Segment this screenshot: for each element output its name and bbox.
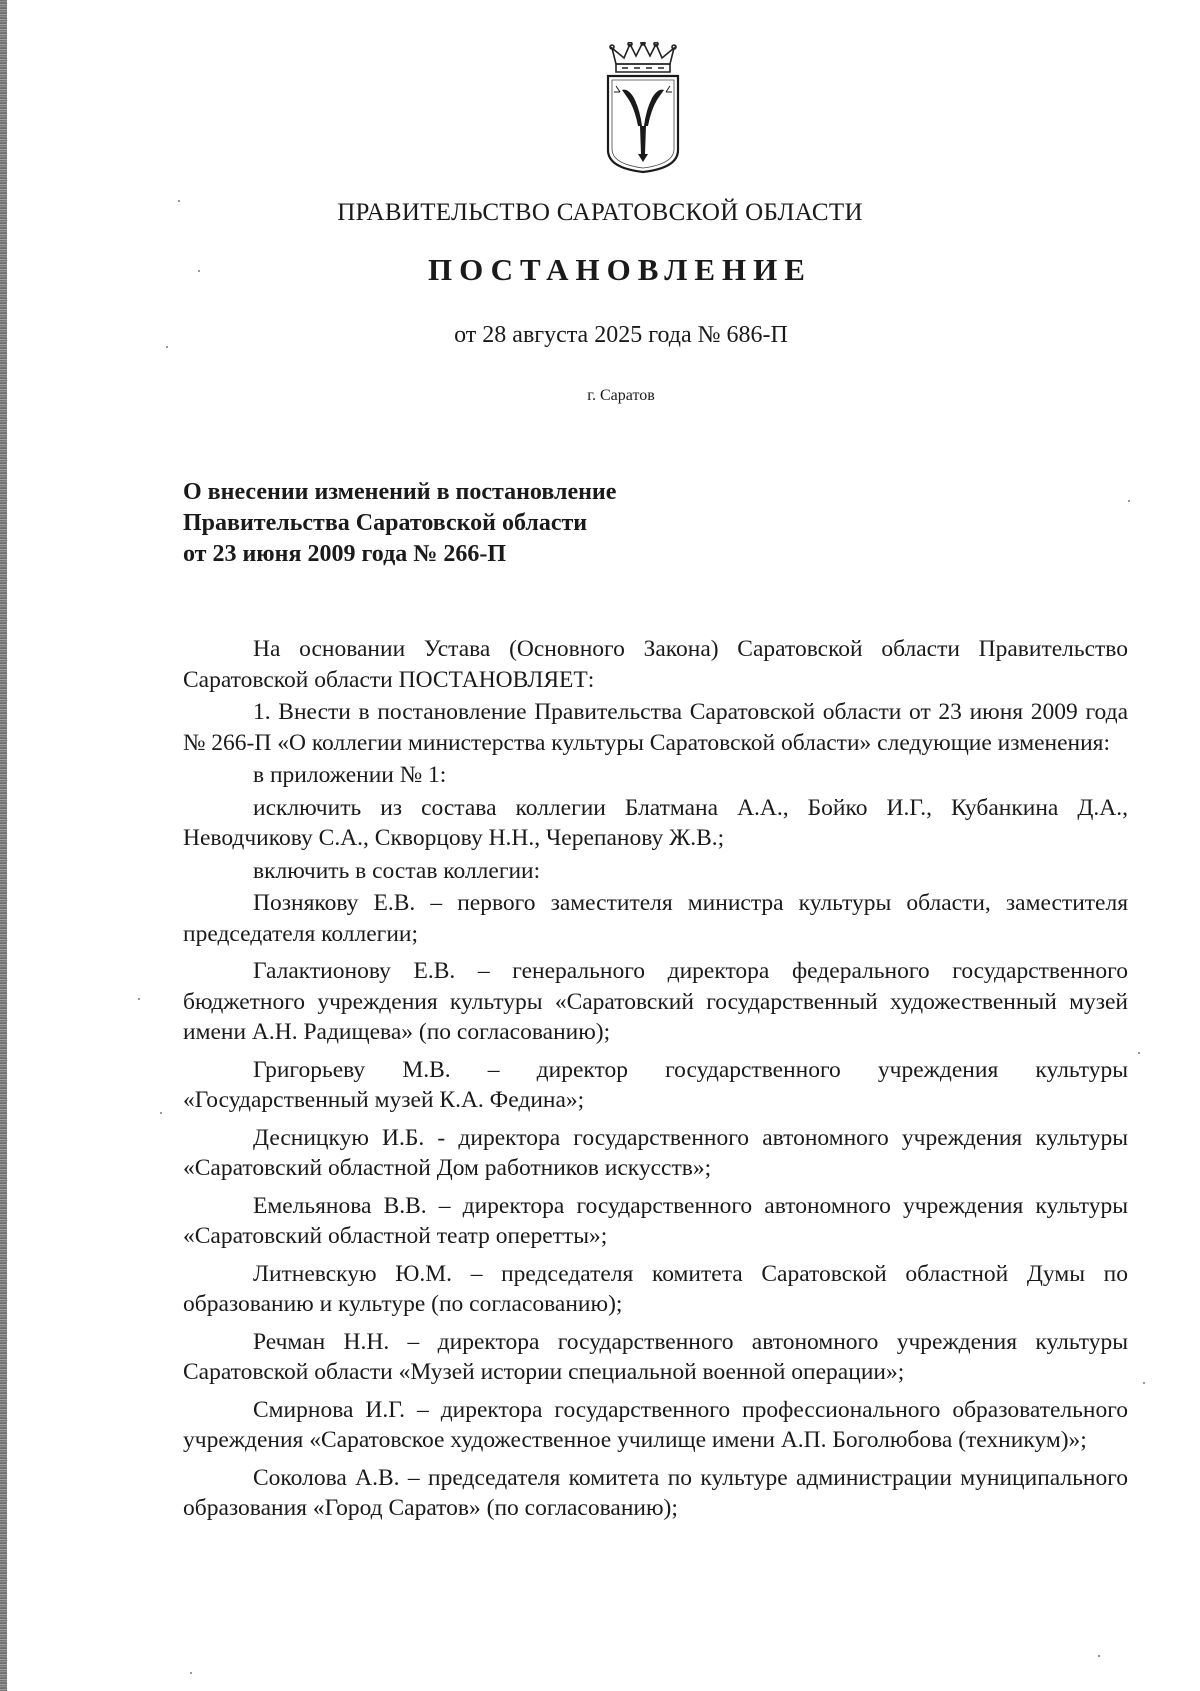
document-date-number: от 28 августа 2025 года № 686-П [454,322,788,348]
scan-speck [1138,1052,1140,1054]
member-smirnov: Смирнова И.Г. – директора государственного профессионального образовательного учреждения «Саратовское художественное училище имени А.П. Боголюбова (техникум)»; [183,1396,1128,1453]
member-sokolov: Соколова А.В. – председателя комитета по культуре администрации муниципального образования «Город Саратов» (по согласованию); [183,1464,1128,1521]
scan-speck [166,346,168,348]
paragraph-appendix: в приложении № 1: [253,762,447,788]
scan-speck [160,1112,162,1114]
member-rechman: Речман Н.Н. – директора государственного автономного учреждения культуры Саратовской области «Музей истории специальной военной операции»; [183,1328,1128,1385]
paragraph-basis: На основании Устава (Основного Закона) Саратовской области Правительство Саратовской области ПОСТАНОВЛЯЕТ: [183,636,1128,693]
member-emelyanov: Емельянова В.В. – директора государственного автономного учреждения культуры «Саратовский областной театр оперетты»; [183,1192,1128,1249]
government-name: ПРАВИТЕЛЬСТВО САРАТОВСКОЙ ОБЛАСТИ [337,199,863,226]
member-galaktionova: Галактионову Е.В. – генерального директора федерального государственного бюджетного учреждения культуры «Саратовский государственный художественный музей имени А.Н. Радищева» (по согласованию); [183,958,1128,1045]
document-city: г. Саратов [587,387,655,404]
member-litnevskaya: Литневскую Ю.М. – председателя комитета Саратовской областной Думы по образованию и культуре (по согласованию); [183,1260,1128,1317]
paragraph-include: включить в состав коллегии: [253,857,541,884]
document-body [183,634,1128,1526]
document-type: ПОСТАНОВЛЕНИЕ [428,252,812,287]
scan-speck [178,200,180,202]
subject-line-2: Правительства Саратовской области [183,510,588,536]
member-desnitskaya: Десницкую И.Б. - директора государственного автономного учреждения культуры «Саратовский областной Дом работников искусств»; [183,1124,1128,1181]
scan-speck [1098,1655,1100,1657]
scan-speck [190,1672,192,1674]
scan-speck [198,270,200,272]
scan-speck [1143,1382,1145,1384]
document-subject [183,477,883,570]
paragraph-item-1: 1. Внести в постановление Правительства Саратовской области от 23 июня 2009 года № 266-П «О коллегии министерства культуры Саратовской области» следующие изменения: [183,699,1128,756]
saratov-coat-of-arms-icon [602,42,684,174]
scan-speck [1128,500,1130,502]
paragraph-exclude: исключить из состава коллегии Блатмана А.А., Бойко И.Г., Кубанкина Д.А., Неводчикову С.А., Скворцову Н.Н., Черепанову Ж.В.; [183,794,1128,851]
scan-speck [138,998,140,1000]
member-grigorieva: Григорьеву М.В. – директор государственного учреждения культуры «Государственный музей К.А. Федина»; [183,1056,1128,1113]
member-poznyakova: Познякову Е.В. – первого заместителя министра культуры области, заместителя председателя коллегии; [183,890,1128,947]
subject-line-3: от 23 июня 2009 года № 266-П [183,541,506,567]
subject-line-1: О внесении изменений в постановление [183,479,617,505]
